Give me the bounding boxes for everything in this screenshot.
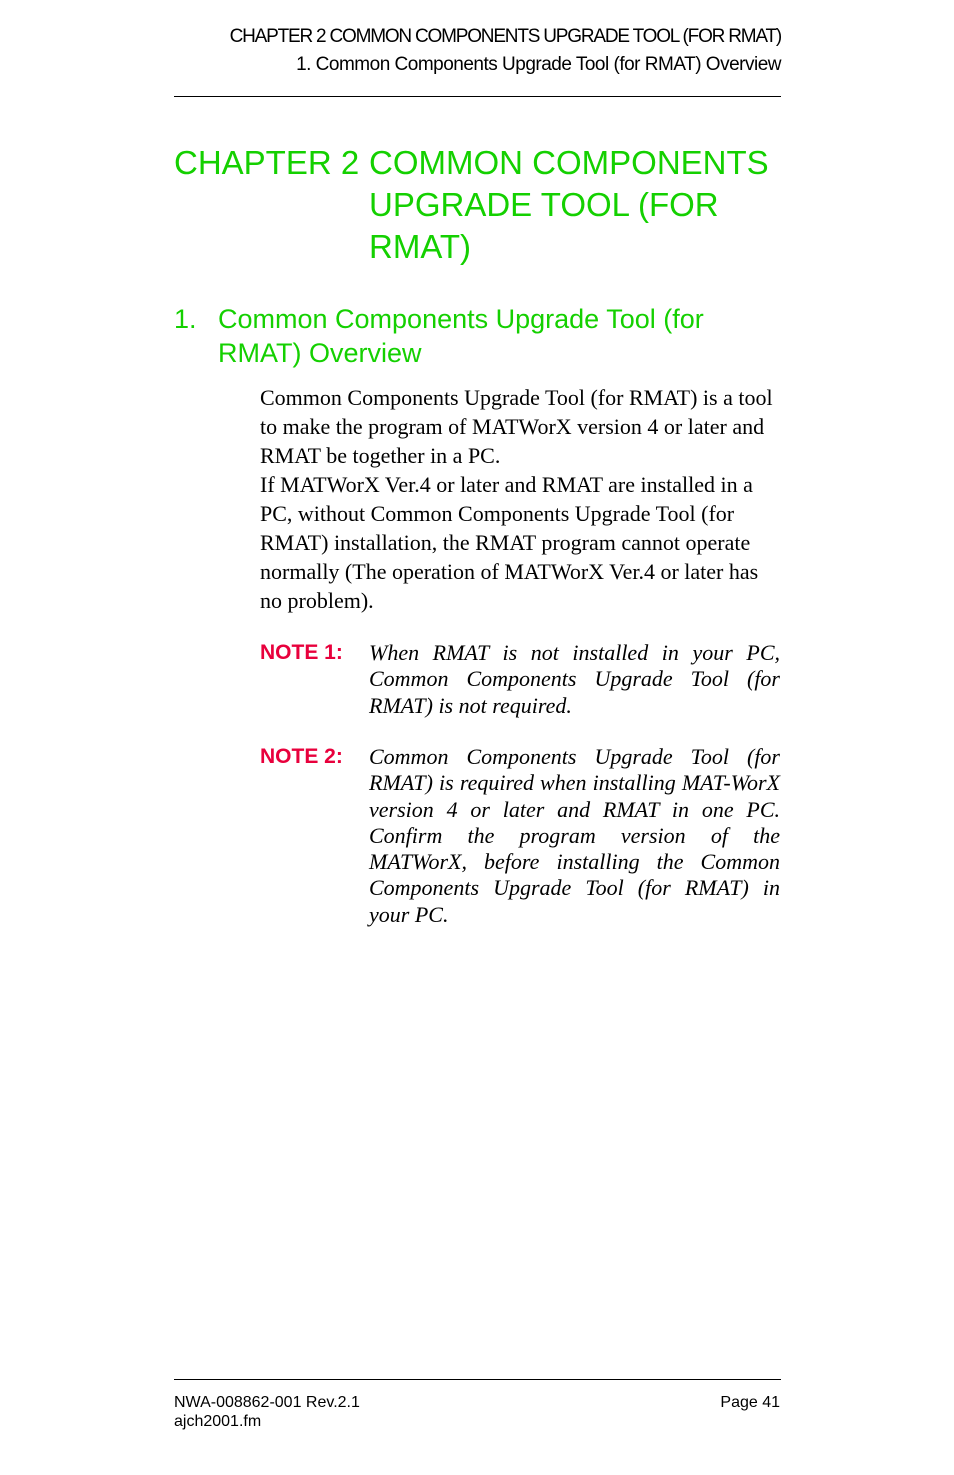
note-1-label: NOTE 1: [260, 641, 343, 664]
note-2-label: NOTE 2: [260, 745, 343, 768]
footer-left [174, 1393, 360, 1431]
note-1-text: When RMAT is not installed in your PC, Common Components Upgrade Tool (for RMAT) is not required. [369, 640, 780, 718]
note-2-text: Common Components Upgrade Tool (for RMAT) is required when installing MAT-WorX version 4 or later and RMAT in one PC. Confirm the program version of the MATWorX, before installing the Common Components Upgrade Tool (for RMAT) in your PC. [369, 744, 780, 927]
body-paragraph-2: If MATWorX Ver.4 or later and RMAT are installed in a PC, without Common Components Upgrade Tool (for RMAT) installation, the RMAT program cannot operate normally (The operation of MATWorX Ver.4 or later has no problem). [260, 472, 759, 613]
footer-page-number: Page 41 [720, 1394, 780, 1411]
footer-file-name: ajch2001.fm [174, 1413, 262, 1430]
chapter-title: COMMON COMPONENTS UPGRADE TOOL (FOR RMAT) [369, 144, 769, 265]
section-title: Common Components Upgrade Tool (for RMAT) Overview [218, 304, 704, 368]
section-number: 1. [174, 304, 197, 334]
body-text [260, 383, 782, 615]
chapter-label: CHAPTER 2 [174, 144, 360, 181]
footer-doc-number: NWA-008862-001 Rev.2.1 [174, 1394, 360, 1411]
header-rule [174, 96, 781, 97]
running-header-chapter: CHAPTER 2 COMMON COMPONENTS UPGRADE TOOL (FOR RMAT) [229, 26, 781, 47]
running-header [174, 24, 781, 80]
running-header-section: 1. Common Components Upgrade Tool (for RMAT) Overview [296, 54, 781, 75]
footer-rule [174, 1379, 781, 1380]
body-paragraph-1: Common Components Upgrade Tool (for RMAT) is a tool to make the program of MATWorX version 4 or later and RMAT be together in a PC. [260, 385, 773, 468]
